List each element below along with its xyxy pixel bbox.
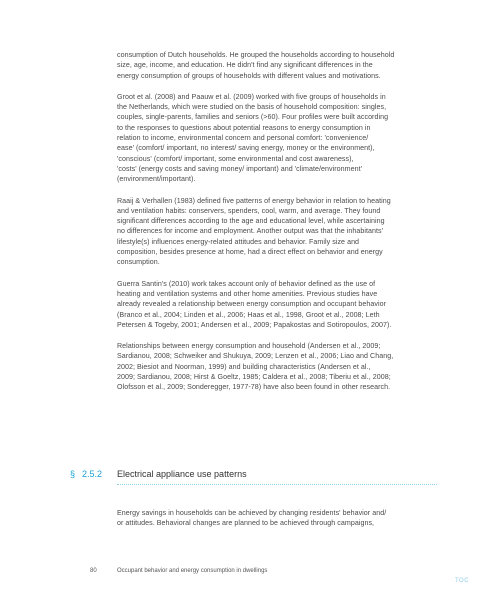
paragraph-relationships [117,341,437,392]
body-text [117,50,437,404]
text-line: consumption. [117,258,160,267]
paragraph-groot-paauw [117,92,437,185]
text-line: the Netherlands, which were studied on the basis of household composition: singles, [117,103,387,112]
section-symbol: § [70,469,76,479]
text-line: 2009; Sardianou, 2008; Hirst & Goeltz, 1985; Caldera et al., 2008; Tiberiu et al., 2008; [117,373,391,382]
text-line: or attitudes. Behavioral changes are planned to be achieved through campaigns, [117,519,375,528]
paragraph-energy-savings [117,508,437,529]
text-line: already revealed a relationship between energy consumption and occupant behavior [117,300,387,309]
text-line: Groot et al. (2008) and Paauw et al. (2009) worked with five groups of households in [117,92,386,101]
section-number: 2.5.2 [82,469,103,479]
text-line: relation to income, environmental concern and personal comfort: 'convenience/ [117,134,369,143]
running-title: Occupant behavior and energy consumption in dwellings [117,568,268,574]
text-line: no differences for income and employment. Another output was that the inhabitants' [117,227,383,236]
text-line: ease' (comfort/ important, no interest/ saving energy, money or the environment), [117,144,375,153]
text-line: Olofsson et al., 2009; Sonderegger, 1977-78) have also been found in other research. [117,383,391,392]
text-line: 'costs' (energy costs and saving money/ important) and 'climate/environment' [117,164,362,173]
text-line: Petersen & Togeby, 2001; Andersen et al., 2009; Papakostas and Sotiropoulos, 2007). [117,320,392,329]
paragraph-dutch-households [117,50,437,81]
text-line: energy consumption of groups of households with different values and motivations. [117,71,381,80]
page-number: 80 [90,568,97,574]
text-line: Sardianou, 2008; Schweiker and Shukuya, 2009; Lenzen et al., 2006; Liao and Chang, [117,352,394,361]
text-line: significant differences according to the age and educational level, while ascertaining [117,217,385,226]
text-line: to the responses to questions about potential reasons to energy consumption in [117,123,371,132]
text-line: composition, besides presence at home, had a direct effect on behavior and energy [117,248,383,257]
text-line: Energy savings in households can be achieved by changing residents' behavior and/ [117,509,387,517]
section-heading [0,469,486,499]
text-line: (Branco et al., 2004; Linden et al., 2006; Haas et al., 1998, Groot et al., 2008; Leth [117,310,380,319]
section-body-text [117,508,437,540]
text-line: 'conscious' (comfort/ important, some environmental and cost awareness), [117,154,354,163]
text-line: Raaij & Verhallen (1983) defined five patterns of energy behavior in relation to heating [117,196,391,205]
text-line: (environment/important). [117,175,196,184]
paragraph-guerra-santin [117,279,437,330]
text-line: Guerra Santin's (2010) work takes account only of behavior defined as the use of [117,279,376,288]
paragraph-raaij-verhallen [117,196,437,268]
section-divider [117,484,437,485]
text-line: and ventilation habits: conservers, spenders, cool, warm, and average. They found [117,206,381,215]
text-line: Relationships between energy consumption and household (Andersen et al., 2009; [117,342,381,351]
text-line: size, age, income, and education. He didn't find any significant differences in the [117,61,373,70]
text-line: heating and ventilation systems and other home amenities. Previous studies have [117,289,378,298]
text-line: consumption of Dutch households. He grouped the households according to household [117,51,395,59]
section-title: Electrical appliance use patterns [117,469,247,479]
toc-link[interactable]: TOC [455,578,470,584]
text-line: lifestyle(s) influences energy-related attitudes and behavior. Family size and [117,237,360,246]
text-line: couples, single-parents, families and seniors (>60). Four profiles were built according [117,113,389,122]
text-line: 2002; Biesiot and Noorman, 1999) and building characteristics (Andersen et al., [117,362,371,371]
